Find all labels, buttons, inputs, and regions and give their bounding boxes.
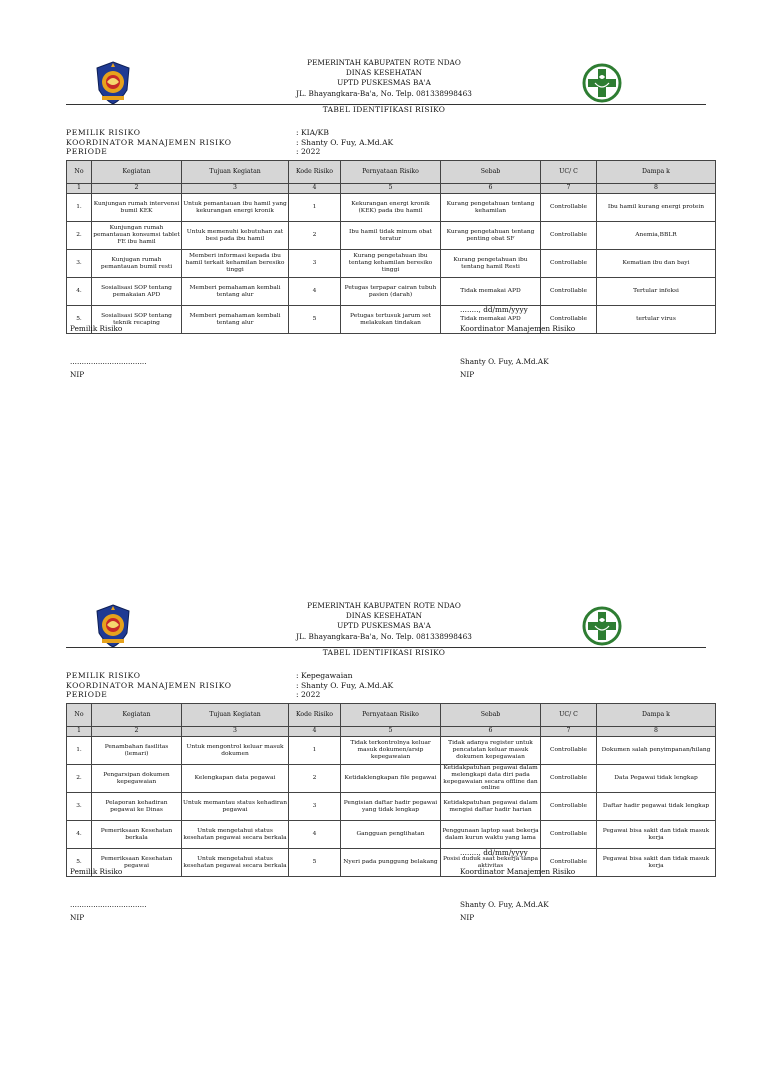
cell-activity: Penambahan fasilitas (lemari) <box>92 737 182 765</box>
cell-controllability: Controllable <box>541 793 597 821</box>
risk-identification-page <box>0 54 768 524</box>
signature-date: ........, dd/mm/yyyy <box>460 848 528 857</box>
cell-activity: Pengarsipan dokumen kepegawaian <box>92 765 182 793</box>
column-header: Pernyataan Risiko <box>341 704 441 727</box>
column-number: 1 <box>67 184 92 194</box>
column-header: Dampa k <box>597 161 716 184</box>
cell-cause: Kurang pengetahuan tentang penting obat SF <box>441 222 541 250</box>
cell-cause: Ketidakpatuhan pegawai dalam melengkapi data diri pada kepegawaian secara offline dan online <box>441 765 541 793</box>
cell-risk-code: 4 <box>289 821 341 849</box>
cell-cause: Tidak adanya register untuk pencatatan keluar masuk dokumen kepegawaian <box>441 737 541 765</box>
owner-label: PEMILIK RISIKO <box>66 671 141 680</box>
cell-row-number: 2. <box>67 222 92 250</box>
cell-risk-code: 2 <box>289 222 341 250</box>
owner-label: PEMILIK RISIKO <box>66 128 141 137</box>
letterhead <box>230 58 538 99</box>
coordinator-signature-name: Shanty O. Fuy, A.Md.AK <box>460 900 549 909</box>
cell-risk-code: 1 <box>289 194 341 222</box>
coordinator-label: KOORDINATOR MANAJEMEN RISIKO <box>66 137 232 147</box>
coordinator-label: KOORDINATOR MANAJEMEN RISIKO <box>66 680 232 690</box>
period-value: : 2022 <box>296 690 321 700</box>
cell-risk-statement: Pengisian daftar hadir pegawai yang tidak lengkap <box>341 793 441 821</box>
cell-cause: Kurang pengetahuan tentang kehamilan <box>441 194 541 222</box>
column-header: Tujuan Kegiatan <box>182 161 289 184</box>
cell-impact: Data Pegawai tidak lengkap <box>597 765 716 793</box>
cell-cause: Penggunaan laptop saat bekerja dalam kurun waktu yang lama <box>441 821 541 849</box>
table-row <box>67 737 716 765</box>
cell-activity-goal: Untuk memenuhi kebutuhan zat besi pada ibu hamil <box>182 222 289 250</box>
cell-controllability: Controllable <box>541 278 597 306</box>
cell-row-number: 1. <box>67 194 92 222</box>
regency-crest-logo <box>93 603 133 649</box>
cell-risk-code: 1 <box>289 737 341 765</box>
column-header: No <box>67 704 92 727</box>
column-number: 2 <box>92 727 182 737</box>
letterhead <box>230 601 538 642</box>
table-title: TABEL IDENTIFIKASI RISIKO <box>322 648 446 657</box>
column-number: 3 <box>182 184 289 194</box>
table-row <box>67 194 716 222</box>
column-number: 6 <box>441 727 541 737</box>
cell-row-number: 1. <box>67 737 92 765</box>
cell-row-number: 2. <box>67 765 92 793</box>
cell-controllability: Controllable <box>541 849 597 877</box>
cell-impact: Dokumen salah penyimpanan/hilang <box>597 737 716 765</box>
owner-nip: NIP <box>70 913 85 922</box>
table-row <box>67 821 716 849</box>
cell-cause: Ketidakpatuhan pegawai dalam mengisi daftar hadir harian <box>441 793 541 821</box>
owner-value: : KIA/KB <box>296 128 329 137</box>
column-number: 6 <box>441 184 541 194</box>
cell-impact: Kematian ibu dan bayi <box>597 250 716 278</box>
cell-activity: Kunjugan rumah pemantauan bumil resti <box>92 250 182 278</box>
column-header: Dampa k <box>597 704 716 727</box>
column-number: 8 <box>597 184 716 194</box>
risk-table <box>66 703 716 877</box>
column-number: 3 <box>182 727 289 737</box>
cell-cause: Posisi duduk saat bekerja tanpa aktivitas <box>441 849 541 877</box>
column-number: 1 <box>67 727 92 737</box>
regency-crest-logo <box>93 60 133 106</box>
cell-risk-code: 2 <box>289 765 341 793</box>
owner-nip: NIP <box>70 370 85 379</box>
cell-activity-goal: Untuk mengetahui status kesehatan pegawai secara berkala <box>182 821 289 849</box>
cell-risk-statement: Ibu hamil tidak minum obat teratur <box>341 222 441 250</box>
column-number: 4 <box>289 727 341 737</box>
cell-risk-statement: Kurang pengetahuan ibu tentang kehamilan beresiko tinggi <box>341 250 441 278</box>
cell-controllability: Controllable <box>541 737 597 765</box>
column-header: UC/ C <box>541 161 597 184</box>
table-title: TABEL IDENTIFIKASI RISIKO <box>322 105 446 114</box>
cell-activity-goal: Kelengkapan data pegawai <box>182 765 289 793</box>
column-header: Kode Risiko <box>289 161 341 184</box>
table-header-row <box>67 161 716 184</box>
government-name: PEMERINTAH KABUPATEN ROTE NDAO <box>307 58 461 67</box>
coordinator-signature-title: Koordinator Manajemen Risiko <box>460 867 576 876</box>
column-number-row <box>67 184 716 194</box>
health-ministry-logo <box>582 60 622 106</box>
column-header: No <box>67 161 92 184</box>
column-header: Kode Risiko <box>289 704 341 727</box>
cell-impact: Pegawai bisa sakit dan tidak masuk kerja <box>597 849 716 877</box>
column-header: UC/ C <box>541 704 597 727</box>
government-name: PEMERINTAH KABUPATEN ROTE NDAO <box>307 601 461 610</box>
table-row <box>67 222 716 250</box>
column-header: Tujuan Kegiatan <box>182 704 289 727</box>
cell-cause: Kurang pengetahuan ibu tentang hamil Resti <box>441 250 541 278</box>
cell-risk-statement: Kekurangan energi kronik (KEK) pada ibu hamil <box>341 194 441 222</box>
clinic-name: UPTD PUSKESMAS BA'A <box>337 621 431 631</box>
cell-risk-statement: Ketidaklengkapan file pegawai <box>341 765 441 793</box>
signature-date: ........, dd/mm/yyyy <box>460 305 528 314</box>
cell-activity: Kunjungan rumah pemantauan konsumsi tablet FE ibu hamil <box>92 222 182 250</box>
column-number: 7 <box>541 727 597 737</box>
cell-risk-code: 5 <box>289 849 341 877</box>
risk-table <box>66 160 716 334</box>
column-header: Kegiatan <box>92 161 182 184</box>
cell-activity-goal: Untuk mengetahui status kesehatan pegawai secara berkala <box>182 849 289 877</box>
coordinator-value: : Shanty O. Fuy, A.Md.AK <box>296 137 394 147</box>
cell-activity: Pemeriksaan Kesehatan berkala <box>92 821 182 849</box>
health-ministry-logo <box>582 603 622 649</box>
cell-row-number: 3. <box>67 250 92 278</box>
column-number: 8 <box>597 727 716 737</box>
cell-activity-goal: Untuk pemantauan ibu hamil yang kekurangan energi kronik <box>182 194 289 222</box>
coordinator-value: : Shanty O. Fuy, A.Md.AK <box>296 680 394 690</box>
period-value: : 2022 <box>296 147 321 157</box>
clinic-name: UPTD PUSKESMAS BA'A <box>337 78 431 88</box>
cell-row-number: 5. <box>67 306 92 334</box>
column-number: 4 <box>289 184 341 194</box>
cell-controllability: Controllable <box>541 306 597 334</box>
cell-activity-goal: Memberi pemahaman kembali tentang alur <box>182 278 289 306</box>
risk-identification-page <box>0 597 768 1067</box>
cell-impact: Pegawai bisa sakit dan tidak masuk kerja <box>597 821 716 849</box>
table-row <box>67 793 716 821</box>
table-row <box>67 306 716 334</box>
cell-risk-statement: Gangguan penglihatan <box>341 821 441 849</box>
column-number: 5 <box>341 184 441 194</box>
table-header-row <box>67 704 716 727</box>
cell-row-number: 5. <box>67 849 92 877</box>
cell-risk-statement: Tidak terkontrolnya keluar masuk dokumen/arsip kepegawaian <box>341 737 441 765</box>
cell-activity-goal: Untuk memantau status kehadiran pegawai <box>182 793 289 821</box>
cell-controllability: Controllable <box>541 821 597 849</box>
column-number: 5 <box>341 727 441 737</box>
cell-risk-statement: Petugas tertusuk jarum set melakukan tindakan <box>341 306 441 334</box>
cell-activity: Kunjungan rumah intervensi bumil KEK <box>92 194 182 222</box>
column-header: Kegiatan <box>92 704 182 727</box>
column-header: Sebab <box>441 704 541 727</box>
owner-signature-title: Pemilik Risiko <box>70 867 123 876</box>
cell-controllability: Controllable <box>541 765 597 793</box>
table-row <box>67 278 716 306</box>
cell-controllability: Controllable <box>541 194 597 222</box>
table-row <box>67 250 716 278</box>
cell-risk-code: 3 <box>289 250 341 278</box>
cell-row-number: 4. <box>67 821 92 849</box>
address-line: JL. Bhayangkara-Ba'a, No. Telp. 081338998463 <box>296 631 472 641</box>
cell-activity-goal: Memberi informasi kepada ibu hamil terkait kehamilan beresiko tinggi <box>182 250 289 278</box>
cell-impact: tertular virus <box>597 306 716 334</box>
owner-value: : Kepegawaian <box>296 671 353 680</box>
table-row <box>67 849 716 877</box>
column-header: Sebab <box>441 161 541 184</box>
cell-activity: Sosialisasi SOP tentang pemakaian APD <box>92 278 182 306</box>
cell-risk-code: 4 <box>289 278 341 306</box>
cell-impact: Tertular infeksi <box>597 278 716 306</box>
cell-activity-goal: Memberi pemahaman kembali tentang alur <box>182 306 289 334</box>
column-number: 7 <box>541 184 597 194</box>
cell-activity: Pelaporan kehadiran pegawai ke Dinas <box>92 793 182 821</box>
cell-cause: Tidak memakai APD <box>441 306 541 334</box>
table-row <box>67 765 716 793</box>
period-label: PERIODE <box>66 147 108 157</box>
coordinator-nip: NIP <box>460 913 475 922</box>
cell-activity: Sosialisasi SOP tentang teknik recaping <box>92 306 182 334</box>
owner-signature-name: ................................. <box>70 900 147 909</box>
period-label: PERIODE <box>66 690 108 700</box>
address-line: JL. Bhayangkara-Ba'a, No. Telp. 081338998463 <box>296 88 472 98</box>
column-header: Pernyataan Risiko <box>341 161 441 184</box>
agency-name: DINAS KESEHATAN <box>345 611 423 621</box>
cell-impact: Daftar hadir pegawai tidak lengkap <box>597 793 716 821</box>
cell-risk-statement: Petugas terpapar cairan tubuh pasien (darah) <box>341 278 441 306</box>
coordinator-signature-title: Koordinator Manajemen Risiko <box>460 324 576 333</box>
column-number: 2 <box>92 184 182 194</box>
cell-controllability: Controllable <box>541 250 597 278</box>
cell-risk-statement: Nyeri pada punggung belakang <box>341 849 441 877</box>
cell-cause: Tidak memakai APD <box>441 278 541 306</box>
cell-impact: Anemia,BBLR <box>597 222 716 250</box>
coordinator-nip: NIP <box>460 370 475 379</box>
cell-row-number: 3. <box>67 793 92 821</box>
cell-impact: Ibu hamil kurang energi protein <box>597 194 716 222</box>
cell-activity-goal: Untuk mengontrol keluar masuk dokumen <box>182 737 289 765</box>
cell-controllability: Controllable <box>541 222 597 250</box>
cell-activity: Pemeriksaan Kesehatan pegawai <box>92 849 182 877</box>
owner-signature-title: Pemilik Risiko <box>70 324 123 333</box>
cell-risk-code: 5 <box>289 306 341 334</box>
agency-name: DINAS KESEHATAN <box>345 68 423 78</box>
coordinator-signature-name: Shanty O. Fuy, A.Md.AK <box>460 357 549 366</box>
owner-signature-name: ................................. <box>70 357 147 366</box>
cell-row-number: 4. <box>67 278 92 306</box>
cell-risk-code: 3 <box>289 793 341 821</box>
column-number-row <box>67 727 716 737</box>
